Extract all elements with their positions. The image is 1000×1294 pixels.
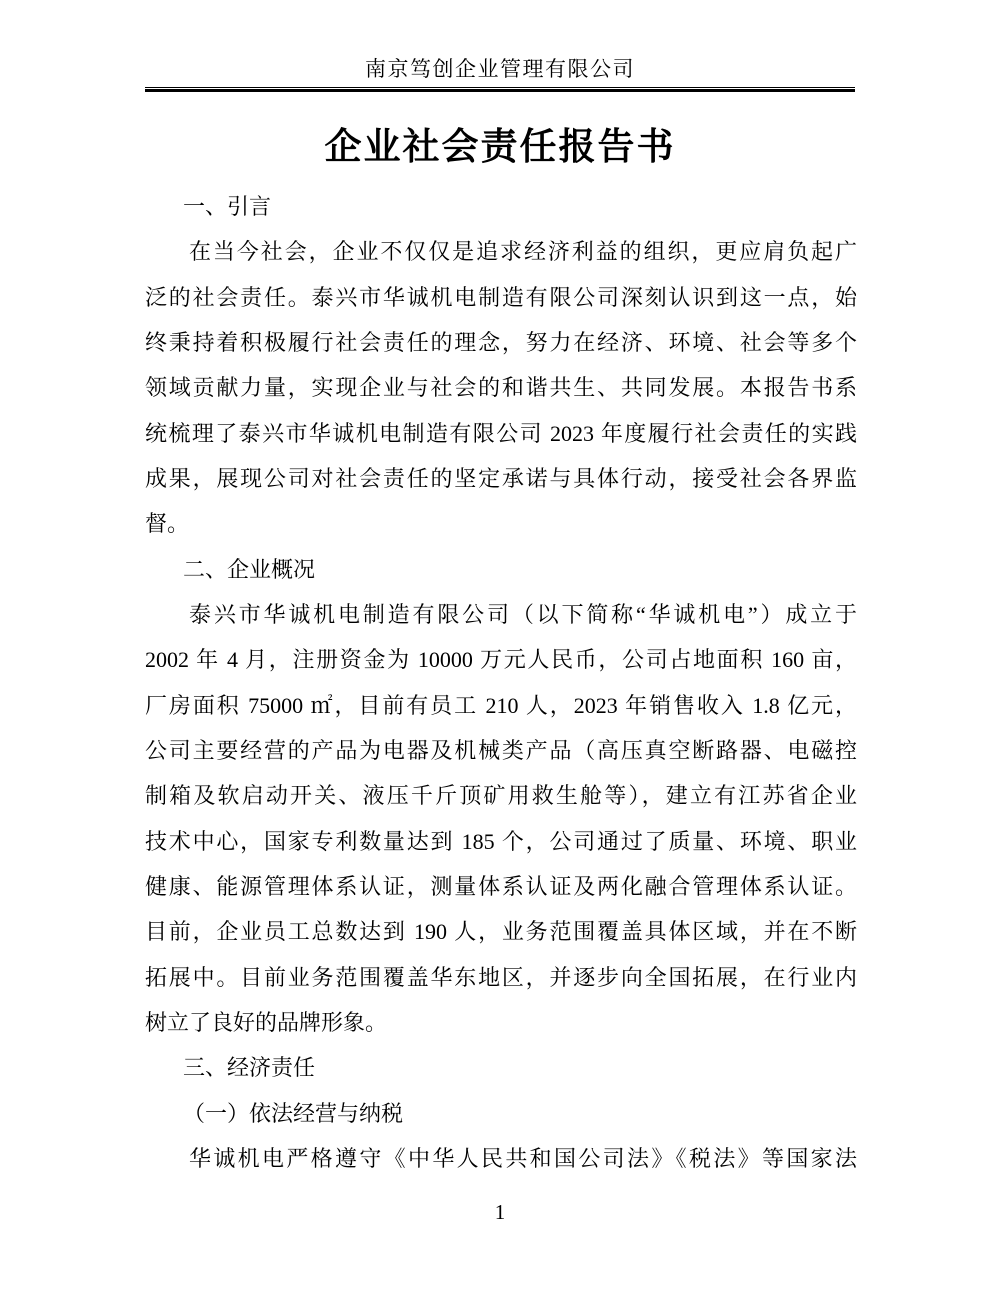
document-line: 健康、能源管理体系认证，测量体系认证及两化融合管理体系认证。 xyxy=(145,873,857,899)
document-line: 技术中心，国家专利数量达到 185 个，公司通过了质量、环境、职业 xyxy=(145,828,857,854)
document-title: 企业社会责任报告书 xyxy=(324,127,676,168)
document-line: 拓展中。目前业务范围覆盖华东地区，并逐步向全国拓展，在行业内 xyxy=(145,964,857,990)
page-number: 1 xyxy=(494,1200,506,1224)
document-line: 统梳理了泰兴市华诚机电制造有限公司 2023 年度履行社会责任的实践 xyxy=(145,420,857,446)
document-line: 目前，企业员工总数达到 190 人，业务范围覆盖具体区域，并在不断 xyxy=(145,919,857,945)
document-body xyxy=(145,184,857,1181)
section-heading: 二、企业概况 xyxy=(183,556,316,582)
document-line: 树立了良好的品牌形象。 xyxy=(145,1009,388,1035)
section-heading: 三、经济责任 xyxy=(183,1055,316,1081)
document-line: 2002 年 4 月，注册资金为 10000 万元人民币，公司占地面积 160 亩， xyxy=(145,647,857,673)
document-line: 泰兴市华诚机电制造有限公司（以下简称“华诚机电”）成立于 xyxy=(189,601,857,627)
document-line: 成果，展现公司对社会责任的坚定承诺与具体行动，接受社会各界监 xyxy=(145,465,857,491)
header-company-name: 南京笃创企业管理有限公司 xyxy=(365,57,635,81)
document-line: 领域贡献力量，实现企业与社会的和谐共生、共同发展。本报告书系 xyxy=(145,375,857,401)
document-line: 督。 xyxy=(145,511,190,537)
section-heading: （一）依法经营与纳税 xyxy=(183,1100,404,1126)
document-line: 公司主要经营的产品为电器及机械类产品（高压真空断路器、电磁控 xyxy=(145,737,857,763)
document-line: 在当今社会，企业不仅仅是追求经济利益的组织，更应肩负起广 xyxy=(189,239,857,265)
document-line: 厂房面积 75000 ㎡，目前有员工 210 人，2023 年销售收入 1.8 亿元， xyxy=(145,692,857,718)
section-heading: 一、引言 xyxy=(183,194,272,219)
document-line: 华诚机电严格遵守《中华人民共和国公司法》《税法》等国家法 xyxy=(189,1145,857,1171)
document-line: 制箱及软启动开关、液压千斤顶矿用救生舱等），建立有江苏省企业 xyxy=(145,783,857,809)
header-rule xyxy=(145,87,855,92)
document-line: 终秉持着积极履行社会责任的理念，努力在经济、环境、社会等多个 xyxy=(145,329,857,355)
document-line: 泛的社会责任。泰兴市华诚机电制造有限公司深刻认识到这一点，始 xyxy=(145,284,857,310)
